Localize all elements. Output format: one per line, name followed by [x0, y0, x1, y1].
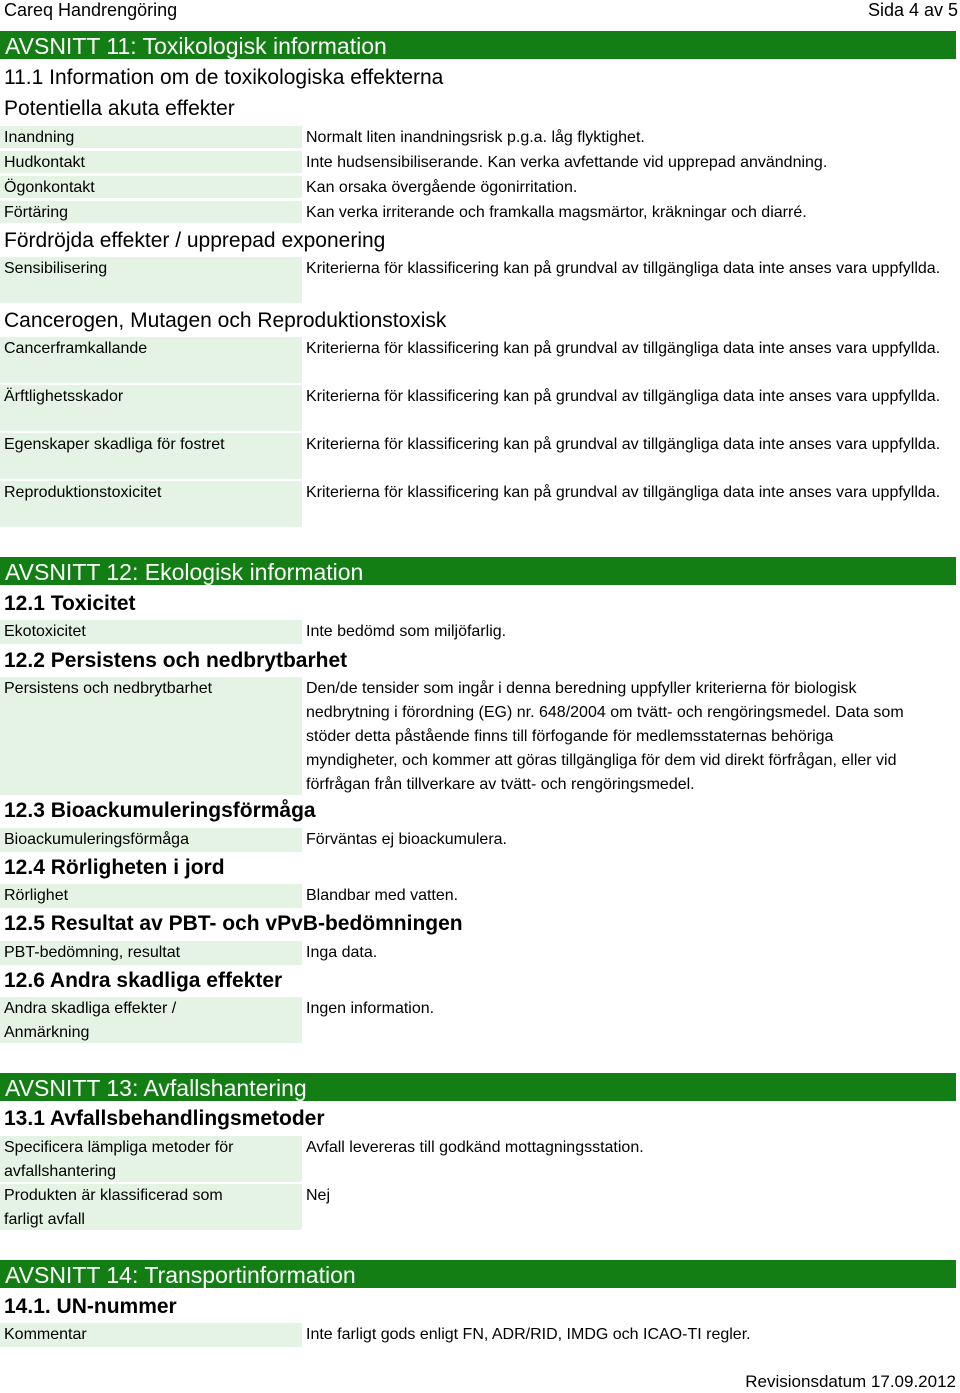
section-11-1-heading: 11.1 Information om de toxikologiska effekterna: [4, 66, 444, 89]
acute-label-ingestion: Förtäring: [0, 201, 302, 223]
section-14-title: AVSNITT 14: Transportinformation: [0, 1260, 956, 1288]
cmr-value-mutagenicity: Kriterierna för klassificering kan på grundval av tillgängliga data inte anses vara uppfyllda.: [306, 388, 941, 405]
section-11-title: AVSNITT 11: Toxikologisk information: [0, 31, 956, 59]
pbt-value: Inga data.: [306, 944, 378, 961]
persistence-label: Persistens och nedbrytbarhet: [0, 677, 302, 795]
hazardous-waste-label: Produkten är klassificerad som farligt avfall: [0, 1184, 302, 1230]
section-12-4-heading: 12.4 Rörligheten i jord: [4, 856, 225, 879]
section-12-title: AVSNITT 12: Ekologisk information: [0, 557, 956, 585]
section-12-6-heading: 12.6 Andra skadliga effekter: [4, 969, 283, 992]
mobility-value: Blandbar med vatten.: [306, 887, 459, 904]
page-number: Sida 4 av 5: [867, 0, 958, 20]
cmr-label-mutagenicity: Ärftlighetsskador: [0, 385, 302, 431]
company-name: Careq Handrengöring: [4, 0, 178, 20]
acute-value-eye: Kan orsaka övergående ögonirritation.: [306, 179, 578, 196]
cmr-value-fetal-harm: Kriterierna för klassificering kan på grundval av tillgängliga data inte anses vara uppfyllda.: [306, 436, 941, 453]
revision-date: Revisionsdatum 17.09.2012: [745, 1372, 956, 1391]
cmr-heading: Cancerogen, Mutagen och Reproduktionstoxisk: [4, 309, 447, 332]
hazardous-waste-value: Nej: [306, 1187, 331, 1204]
disposal-methods-value: Avfall levereras till godkänd mottagningsstation.: [306, 1139, 644, 1156]
cmr-label-fetal-harm: Egenskaper skadliga för fostret: [0, 433, 302, 479]
pbt-label: PBT-bedömning, resultat: [0, 941, 302, 965]
section-14-1-heading: 14.1. UN-nummer: [4, 1295, 177, 1318]
section-13-1-heading: 13.1 Avfallsbehandlingsmetoder: [4, 1107, 325, 1130]
persistence-value: Den/de tensider som ingår i denna beredning uppfyller kriterierna för biologisk nedbrytning i förordning (EG) nr. 648/2004 om tvätt- och rengöringsmedel. Data som stöder detta påstående finns till förfogande för medlemsstaternas behöriga myndigheter, och kommer att göras tillgängliga för dem vid direkt förfrågan, eller vid förfrågan från tillverkare av tvätt- och rengöringsmedel.: [306, 680, 904, 793]
cmr-value-reproductive-toxicity: Kriterierna för klassificering kan på grundval av tillgängliga data inte anses vara uppfyllda.: [306, 484, 941, 501]
ecotoxicity-label: Ekotoxicitet: [0, 620, 302, 644]
section-12-3-heading: 12.3 Bioackumuleringsförmåga: [4, 799, 316, 822]
bioaccumulation-value: Förväntas ej bioackumulera.: [306, 831, 507, 848]
section-12-2-heading: 12.2 Persistens och nedbrytbarhet: [4, 649, 348, 672]
bioaccumulation-label: Bioackumuleringsförmåga: [0, 828, 302, 852]
acute-label-skin: Hudkontakt: [0, 151, 302, 173]
acute-value-skin: Inte hudsensibiliserande. Kan verka avfettande vid upprepad användning.: [306, 154, 828, 171]
transport-comment-value: Inte farligt gods enligt FN, ADR/RID, IMDG och ICAO-TI regler.: [306, 1326, 751, 1343]
acute-label-inhalation: Inandning: [0, 126, 302, 148]
other-effects-label: Andra skadliga effekter / Anmärkning: [0, 997, 302, 1043]
cmr-label-reproductive-toxicity: Reproduktionstoxicitet: [0, 481, 302, 527]
section-12-1-heading: 12.1 Toxicitet: [4, 592, 136, 615]
acute-value-inhalation: Normalt liten inandningsrisk p.g.a. låg flyktighet.: [306, 129, 645, 146]
transport-comment-label: Kommentar: [0, 1323, 302, 1347]
mobility-label: Rörlighet: [0, 884, 302, 908]
section-12-5-heading: 12.5 Resultat av PBT- och vPvB-bedömningen: [4, 912, 463, 935]
acute-effects-heading: Potentiella akuta effekter: [4, 97, 235, 120]
delayed-effects-heading: Fördröjda effekter / upprepad exponering: [4, 229, 386, 252]
acute-value-ingestion: Kan verka irriterande och framkalla magsmärtor, kräkningar och diarré.: [306, 204, 807, 221]
delayed-label-sensitisation: Sensibilisering: [0, 257, 302, 303]
cmr-label-carcinogenicity: Cancerframkallande: [0, 337, 302, 383]
section-13-title: AVSNITT 13: Avfallshantering: [0, 1073, 956, 1101]
acute-label-eye: Ögonkontakt: [0, 176, 302, 198]
cmr-value-carcinogenicity: Kriterierna för klassificering kan på grundval av tillgängliga data inte anses vara uppfyllda.: [306, 340, 941, 357]
disposal-methods-label: Specificera lämpliga metoder för avfallshantering: [0, 1136, 302, 1182]
delayed-value-sensitisation: Kriterierna för klassificering kan på grundval av tillgängliga data inte anses vara uppfyllda.: [306, 260, 941, 277]
other-effects-value: Ingen information.: [306, 1000, 435, 1017]
ecotoxicity-value: Inte bedömd som miljöfarlig.: [306, 623, 507, 640]
